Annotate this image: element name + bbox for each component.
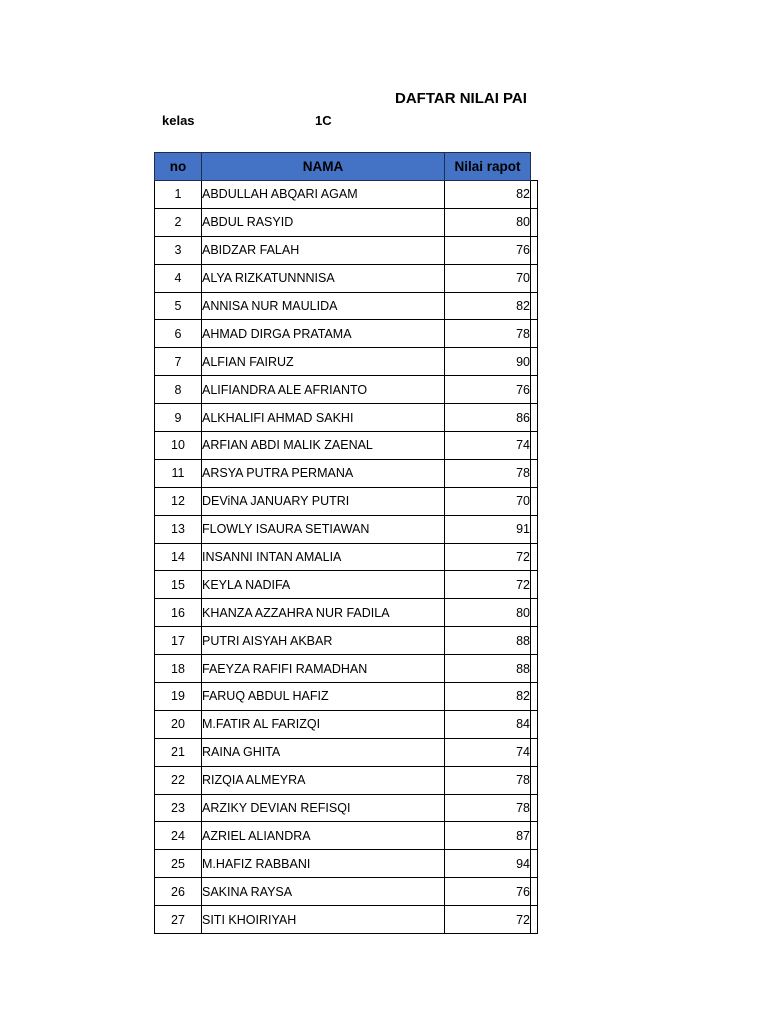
table-row — [155, 627, 538, 655]
row-spacer — [531, 655, 538, 683]
row-no: 4 — [155, 264, 202, 292]
table-row — [155, 850, 538, 878]
row-nama: AZRIEL ALIANDRA — [202, 822, 445, 850]
row-no: 11 — [155, 459, 202, 487]
row-spacer — [531, 683, 538, 711]
row-spacer — [531, 822, 538, 850]
row-no: 17 — [155, 627, 202, 655]
table-row — [155, 320, 538, 348]
row-nama: ALYA RIZKATUNNNISA — [202, 264, 445, 292]
row-spacer — [531, 376, 538, 404]
row-nama: SAKINA RAYSA — [202, 878, 445, 906]
table-row — [155, 515, 538, 543]
row-nama: ABIDZAR FALAH — [202, 236, 445, 264]
row-no: 7 — [155, 348, 202, 376]
row-spacer — [531, 627, 538, 655]
row-nilai: 82 — [445, 292, 531, 320]
row-spacer — [531, 543, 538, 571]
table-row — [155, 264, 538, 292]
header-no: no — [155, 153, 202, 181]
kelas-label: kelas — [162, 113, 195, 128]
row-nilai: 72 — [445, 543, 531, 571]
row-nama: ARZIKY DEVIAN REFISQI — [202, 794, 445, 822]
row-no: 25 — [155, 850, 202, 878]
row-spacer — [531, 571, 538, 599]
table-row — [155, 906, 538, 934]
row-no: 5 — [155, 292, 202, 320]
table-row — [155, 348, 538, 376]
row-no: 8 — [155, 376, 202, 404]
row-nama: ALKHALIFI AHMAD SAKHI — [202, 404, 445, 432]
row-nilai: 82 — [445, 683, 531, 711]
row-nama: ARSYA PUTRA PERMANA — [202, 459, 445, 487]
header-row — [155, 153, 538, 181]
table-row — [155, 459, 538, 487]
row-nilai: 76 — [445, 236, 531, 264]
row-nama: M.FATIR AL FARIZQI — [202, 710, 445, 738]
row-nama: INSANNI INTAN AMALIA — [202, 543, 445, 571]
row-nilai: 82 — [445, 181, 531, 209]
row-no: 27 — [155, 906, 202, 934]
row-nilai: 74 — [445, 432, 531, 460]
table-row — [155, 208, 538, 236]
row-nilai: 76 — [445, 376, 531, 404]
row-nilai: 72 — [445, 571, 531, 599]
table-row — [155, 710, 538, 738]
row-spacer — [531, 236, 538, 264]
row-no: 15 — [155, 571, 202, 599]
row-no: 24 — [155, 822, 202, 850]
row-nilai: 90 — [445, 348, 531, 376]
row-nama: FAEYZA RAFIFI RAMADHAN — [202, 655, 445, 683]
row-nilai: 86 — [445, 404, 531, 432]
row-nama: DEViNA JANUARY PUTRI — [202, 487, 445, 515]
row-nama: SITI KHOIRIYAH — [202, 906, 445, 934]
row-spacer — [531, 264, 538, 292]
table-row — [155, 432, 538, 460]
row-spacer — [531, 906, 538, 934]
row-nama: ARFIAN ABDI MALIK ZAENAL — [202, 432, 445, 460]
grades-table — [154, 152, 538, 934]
row-no: 10 — [155, 432, 202, 460]
table-header — [155, 153, 538, 181]
row-nilai: 91 — [445, 515, 531, 543]
row-nilai: 78 — [445, 794, 531, 822]
row-nilai: 72 — [445, 906, 531, 934]
row-spacer — [531, 320, 538, 348]
row-no: 16 — [155, 599, 202, 627]
table-row — [155, 404, 538, 432]
row-spacer — [531, 404, 538, 432]
row-nama: M.HAFIZ RABBANI — [202, 850, 445, 878]
table-row — [155, 655, 538, 683]
header-spacer — [531, 153, 538, 181]
row-nilai: 78 — [445, 320, 531, 348]
table-row — [155, 292, 538, 320]
row-spacer — [531, 766, 538, 794]
row-nama: AHMAD DIRGA PRATAMA — [202, 320, 445, 348]
row-spacer — [531, 432, 538, 460]
row-no: 9 — [155, 404, 202, 432]
row-no: 23 — [155, 794, 202, 822]
row-spacer — [531, 878, 538, 906]
row-nilai: 70 — [445, 487, 531, 515]
row-spacer — [531, 515, 538, 543]
table-row — [155, 599, 538, 627]
row-nama: ALFIAN FAIRUZ — [202, 348, 445, 376]
table-row — [155, 794, 538, 822]
table-body — [155, 181, 538, 934]
row-spacer — [531, 292, 538, 320]
table-row — [155, 822, 538, 850]
header-nama: NAMA — [202, 153, 445, 181]
row-no: 6 — [155, 320, 202, 348]
row-no: 26 — [155, 878, 202, 906]
row-spacer — [531, 710, 538, 738]
row-nama: PUTRI AISYAH AKBAR — [202, 627, 445, 655]
table-row — [155, 236, 538, 264]
table-row — [155, 878, 538, 906]
header-nilai: Nilai rapot — [445, 153, 531, 181]
row-nama: ABDULLAH ABQARI AGAM — [202, 181, 445, 209]
row-nama: FLOWLY ISAURA SETIAWAN — [202, 515, 445, 543]
table-row — [155, 571, 538, 599]
row-nama: RIZQIA ALMEYRA — [202, 766, 445, 794]
row-nilai: 84 — [445, 710, 531, 738]
row-nama: KHANZA AZZAHRA NUR FADILA — [202, 599, 445, 627]
row-nilai: 94 — [445, 850, 531, 878]
row-no: 3 — [155, 236, 202, 264]
row-no: 18 — [155, 655, 202, 683]
table-row — [155, 181, 538, 209]
row-nama: FARUQ ABDUL HAFIZ — [202, 683, 445, 711]
row-spacer — [531, 459, 538, 487]
row-nama: ALIFIANDRA ALE AFRIANTO — [202, 376, 445, 404]
kelas-value: 1C — [315, 113, 332, 128]
row-spacer — [531, 599, 538, 627]
row-no: 20 — [155, 710, 202, 738]
row-nama: KEYLA NADIFA — [202, 571, 445, 599]
row-no: 22 — [155, 766, 202, 794]
row-nilai: 78 — [445, 459, 531, 487]
row-no: 19 — [155, 683, 202, 711]
row-spacer — [531, 850, 538, 878]
row-nama: ANNISA NUR MAULIDA — [202, 292, 445, 320]
row-nilai: 88 — [445, 627, 531, 655]
row-no: 21 — [155, 738, 202, 766]
row-nama: ABDUL RASYID — [202, 208, 445, 236]
row-spacer — [531, 208, 538, 236]
row-spacer — [531, 487, 538, 515]
row-no: 2 — [155, 208, 202, 236]
row-no: 13 — [155, 515, 202, 543]
row-nilai: 87 — [445, 822, 531, 850]
row-spacer — [531, 738, 538, 766]
row-spacer — [531, 181, 538, 209]
row-nilai: 78 — [445, 766, 531, 794]
row-nilai: 76 — [445, 878, 531, 906]
table-row — [155, 543, 538, 571]
table-row — [155, 738, 538, 766]
page-title: DAFTAR NILAI PAI — [395, 90, 527, 107]
row-nilai: 88 — [445, 655, 531, 683]
row-no: 1 — [155, 181, 202, 209]
row-spacer — [531, 794, 538, 822]
row-no: 14 — [155, 543, 202, 571]
row-no: 12 — [155, 487, 202, 515]
table-row — [155, 766, 538, 794]
row-nilai: 70 — [445, 264, 531, 292]
table-row — [155, 376, 538, 404]
table-row — [155, 683, 538, 711]
row-nilai: 80 — [445, 208, 531, 236]
row-nilai: 74 — [445, 738, 531, 766]
row-spacer — [531, 348, 538, 376]
row-nama: RAINA GHITA — [202, 738, 445, 766]
table-row — [155, 487, 538, 515]
row-nilai: 80 — [445, 599, 531, 627]
